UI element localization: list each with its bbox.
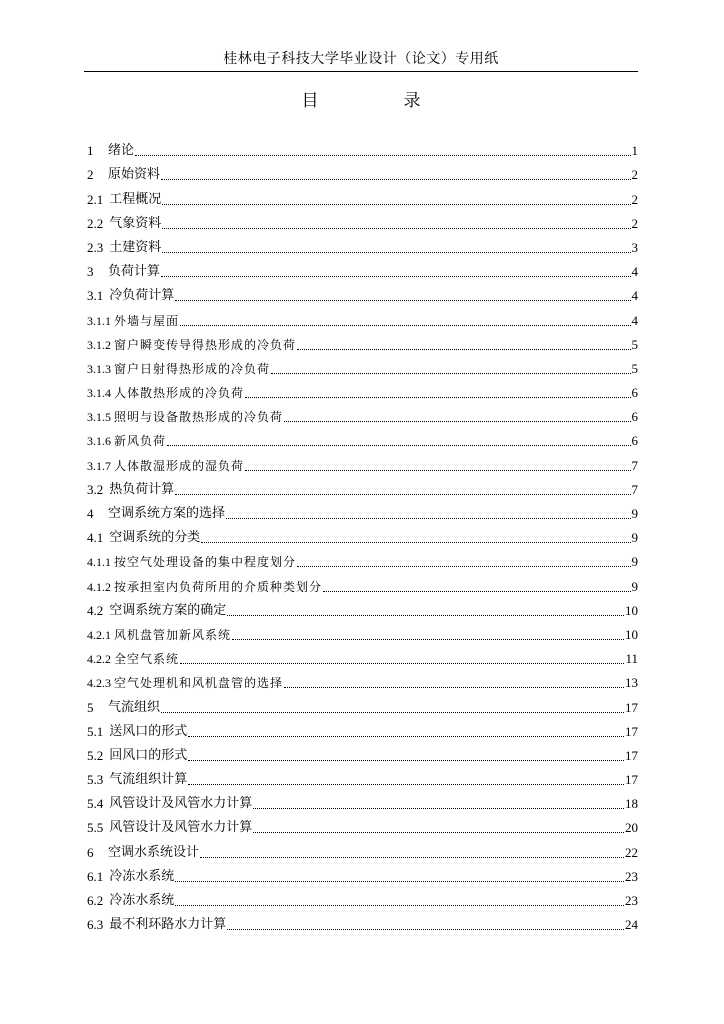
toc-entry-page-number: 10 (625, 626, 638, 642)
toc-dot-leader (297, 566, 630, 567)
toc-entry-label: 最不利环路水力计算 (109, 917, 227, 933)
toc-dot-leader (227, 615, 624, 616)
toc-entry-page-number: 5 (631, 336, 638, 352)
toc-entry-page-number: 10 (625, 602, 638, 618)
toc-entry[interactable] (87, 667, 638, 691)
toc-dot-leader (245, 470, 630, 471)
toc-entry-number: 5.5 (87, 820, 104, 836)
toc-dot-leader (175, 905, 624, 906)
toc-entry-label: 负荷计算 (108, 264, 161, 280)
toc-entry-number: 5 (87, 699, 94, 715)
toc-entry-number: 2 (87, 167, 94, 183)
toc-dot-leader (188, 784, 624, 785)
toc-entry[interactable] (87, 474, 638, 498)
toc-entry[interactable] (87, 353, 638, 377)
toc-entry-label: 绪论 (108, 143, 135, 159)
toc-dot-leader (323, 591, 630, 592)
toc-entry[interactable] (87, 183, 638, 207)
toc-dot-leader (245, 397, 630, 398)
toc-entry-page-number: 9 (631, 554, 638, 570)
toc-dot-leader (175, 300, 630, 301)
toc-entry-label: 照明与设备散热形成的冷负荷 (114, 410, 284, 425)
toc-entry-number: 5.3 (87, 772, 104, 788)
toc-entry[interactable] (87, 425, 638, 449)
toc-entry-page-number: 22 (625, 844, 638, 860)
toc-entry-page-number: 17 (625, 772, 638, 788)
toc-entry[interactable] (87, 764, 638, 788)
toc-entry[interactable] (87, 498, 638, 522)
toc-entry-label: 气流组织计算 (109, 772, 188, 788)
toc-entry-number: 6.2 (87, 893, 104, 908)
toc-entry[interactable] (87, 643, 638, 667)
toc-entry-page-number: 4 (631, 264, 638, 280)
toc-entry[interactable] (87, 788, 638, 812)
toc-dot-leader (161, 712, 624, 713)
toc-entry[interactable] (87, 280, 638, 304)
toc-dot-leader (271, 373, 630, 374)
toc-entry[interactable] (87, 595, 638, 619)
toc-entry-page-number: 6 (631, 409, 638, 425)
toc-dot-leader (180, 663, 624, 664)
toc-entry-page-number: 24 (625, 917, 638, 933)
toc-dot-leader (253, 808, 624, 809)
toc-dot-leader (200, 857, 624, 858)
toc-entry-label: 外墙与屋面 (114, 313, 180, 328)
toc-entry-number: 2.3 (87, 239, 104, 255)
toc-entry-label: 送风口的形式 (109, 723, 188, 739)
toc-entry-page-number: 9 (631, 530, 638, 546)
toc-entry-number: 4.2.2 (87, 652, 111, 667)
toc-entry-page-number: 11 (625, 651, 638, 667)
toc-entry-number: 3.1.7 (87, 458, 111, 473)
toc-entry-number: 4.2.3 (87, 676, 111, 691)
toc-entry-page-number: 9 (631, 506, 638, 521)
toc-entry[interactable] (87, 159, 638, 183)
toc-entry-number: 3.1.3 (87, 361, 111, 376)
toc-entry-label: 工程概况 (109, 191, 162, 207)
toc-entry-number: 2.1 (87, 191, 104, 207)
toc-dot-leader (161, 276, 630, 277)
toc-entry-label: 新风负荷 (114, 434, 167, 449)
toc-entry-number: 1 (87, 143, 94, 159)
toc-entry-page-number: 1 (631, 143, 638, 159)
toc-entry-label: 风机盘管加新风系统 (114, 627, 232, 642)
toc-dot-leader (226, 518, 630, 519)
toc-title: 目 录 (301, 91, 455, 111)
toc-dot-leader (284, 687, 624, 688)
toc-entry-number: 3.1.2 (87, 337, 111, 352)
toc-entry-label: 空气处理机和风机盘管的选择 (114, 676, 284, 691)
toc-entry-number: 3.1.1 (87, 313, 111, 328)
toc-entry-label: 全空气系统 (114, 652, 180, 667)
toc-entry[interactable] (87, 861, 638, 885)
toc-dot-leader (135, 155, 630, 156)
toc-entry-number: 4.2.1 (87, 627, 111, 642)
table-of-contents (87, 135, 638, 933)
toc-entry-page-number: 7 (631, 481, 638, 497)
toc-entry-label: 回风口的形式 (109, 747, 188, 763)
toc-entry-page-number: 17 (625, 747, 638, 763)
toc-dot-leader (162, 204, 630, 205)
toc-dot-leader (227, 929, 624, 930)
toc-entry-page-number: 9 (631, 578, 638, 594)
toc-dot-leader (162, 252, 630, 253)
toc-entry-number: 6 (87, 844, 94, 860)
toc-entry-number: 2.2 (87, 215, 104, 231)
toc-entry-label: 冷冻水系统 (109, 893, 175, 908)
toc-entry[interactable] (87, 619, 638, 643)
toc-entry-label: 人体散热形成的冷负荷 (114, 386, 245, 401)
toc-entry-number: 4.1 (87, 530, 104, 546)
toc-dot-leader (284, 421, 630, 422)
toc-entry-label: 按空气处理设备的集中程度划分 (114, 555, 297, 570)
toc-entry-label: 冷冻水系统 (109, 868, 175, 884)
toc-entry[interactable] (87, 716, 638, 740)
toc-entry[interactable] (87, 256, 638, 280)
toc-entry[interactable] (87, 208, 638, 232)
toc-entry-label: 热负荷计算 (109, 481, 175, 497)
toc-dot-leader (232, 639, 624, 640)
toc-entry-page-number: 2 (631, 191, 638, 207)
toc-entry-number: 4.1.2 (87, 579, 111, 594)
toc-dot-leader (161, 179, 630, 180)
toc-entry-page-number: 17 (625, 699, 638, 715)
toc-entry-page-number: 4 (631, 288, 638, 304)
toc-entry-page-number: 6 (631, 385, 638, 401)
toc-entry-label: 风管设计及风管水力计算 (109, 820, 253, 836)
toc-entry[interactable] (87, 570, 638, 594)
toc-entry-label: 气流组织 (108, 699, 161, 715)
toc-entry-number: 3.1 (87, 288, 104, 304)
toc-entry-page-number: 4 (631, 312, 638, 328)
toc-entry-number: 4.1.1 (87, 555, 111, 570)
toc-entry-page-number: 23 (625, 868, 638, 884)
toc-entry-number: 3.1.4 (87, 386, 111, 401)
toc-entry-number: 5.1 (87, 723, 104, 739)
toc-entry-number: 3.1.5 (87, 410, 111, 425)
toc-entry-label: 人体散湿形成的湿负荷 (114, 458, 245, 473)
toc-entry[interactable] (87, 304, 638, 328)
toc-entry-label: 空调系统方案的选择 (108, 506, 226, 521)
toc-entry[interactable] (87, 135, 638, 159)
toc-entry-number: 3.2 (87, 481, 104, 497)
toc-entry-page-number: 13 (625, 675, 638, 691)
toc-entry-label: 按承担室内负荷所用的介质种类划分 (114, 579, 323, 594)
toc-entry[interactable] (87, 691, 638, 715)
toc-entry[interactable] (87, 546, 638, 570)
toc-entry-label: 原始资料 (108, 167, 161, 183)
toc-entry[interactable] (87, 329, 638, 353)
toc-entry[interactable] (87, 740, 638, 764)
toc-dot-leader (188, 760, 624, 761)
toc-entry-page-number: 7 (631, 457, 638, 473)
toc-entry-label: 空调系统方案的确定 (109, 602, 227, 618)
toc-dot-leader (175, 881, 624, 882)
toc-entry-label: 气象资料 (109, 215, 162, 231)
toc-entry[interactable] (87, 812, 638, 836)
toc-dot-leader (162, 228, 630, 229)
toc-entry-label: 空调水系统设计 (108, 844, 200, 860)
toc-entry[interactable] (87, 836, 638, 860)
toc-entry-page-number: 5 (631, 360, 638, 376)
toc-entry-page-number: 18 (625, 796, 638, 812)
toc-entry-label: 风管设计及风管水力计算 (109, 796, 253, 812)
toc-entry[interactable] (87, 401, 638, 425)
toc-entry-number: 5.2 (87, 747, 104, 763)
toc-entry-number: 5.4 (87, 796, 104, 812)
toc-dot-leader (167, 445, 630, 446)
page-header: 桂林电子科技大学毕业设计（论文）专用纸 (223, 51, 499, 67)
toc-entry[interactable] (87, 885, 638, 909)
toc-entry-label: 窗户日射得热形成的冷负荷 (114, 361, 271, 376)
toc-entry[interactable] (87, 232, 638, 256)
toc-entry[interactable] (87, 377, 638, 401)
toc-entry-number: 6.3 (87, 917, 104, 933)
toc-dot-leader (175, 494, 630, 495)
toc-entry[interactable] (87, 449, 638, 473)
toc-entry-page-number: 2 (631, 167, 638, 183)
toc-entry-label: 窗户瞬变传导得热形成的冷负荷 (114, 337, 297, 352)
toc-entry-page-number: 3 (631, 239, 638, 255)
toc-entry-page-number: 17 (625, 723, 638, 739)
header-rule (84, 71, 638, 72)
toc-dot-leader (188, 736, 624, 737)
toc-entry-label: 冷负荷计算 (109, 288, 175, 304)
toc-entry-page-number: 6 (631, 433, 638, 449)
toc-entry-number: 4.2 (87, 602, 104, 618)
toc-entry-page-number: 2 (631, 215, 638, 231)
toc-entry-page-number: 23 (625, 893, 638, 908)
toc-dot-leader (297, 349, 630, 350)
toc-entry-label: 土建资料 (109, 239, 162, 255)
toc-entry-number: 4 (87, 506, 94, 521)
toc-entry[interactable] (87, 909, 638, 933)
toc-entry-number: 3 (87, 264, 94, 280)
toc-entry-number: 6.1 (87, 868, 104, 884)
toc-entry[interactable] (87, 522, 638, 546)
toc-entry-number: 3.1.6 (87, 434, 111, 449)
toc-entry-label: 空调系统的分类 (109, 530, 201, 546)
toc-entry-page-number: 20 (625, 820, 638, 836)
toc-dot-leader (253, 832, 624, 833)
toc-dot-leader (180, 325, 630, 326)
toc-dot-leader (201, 542, 630, 543)
